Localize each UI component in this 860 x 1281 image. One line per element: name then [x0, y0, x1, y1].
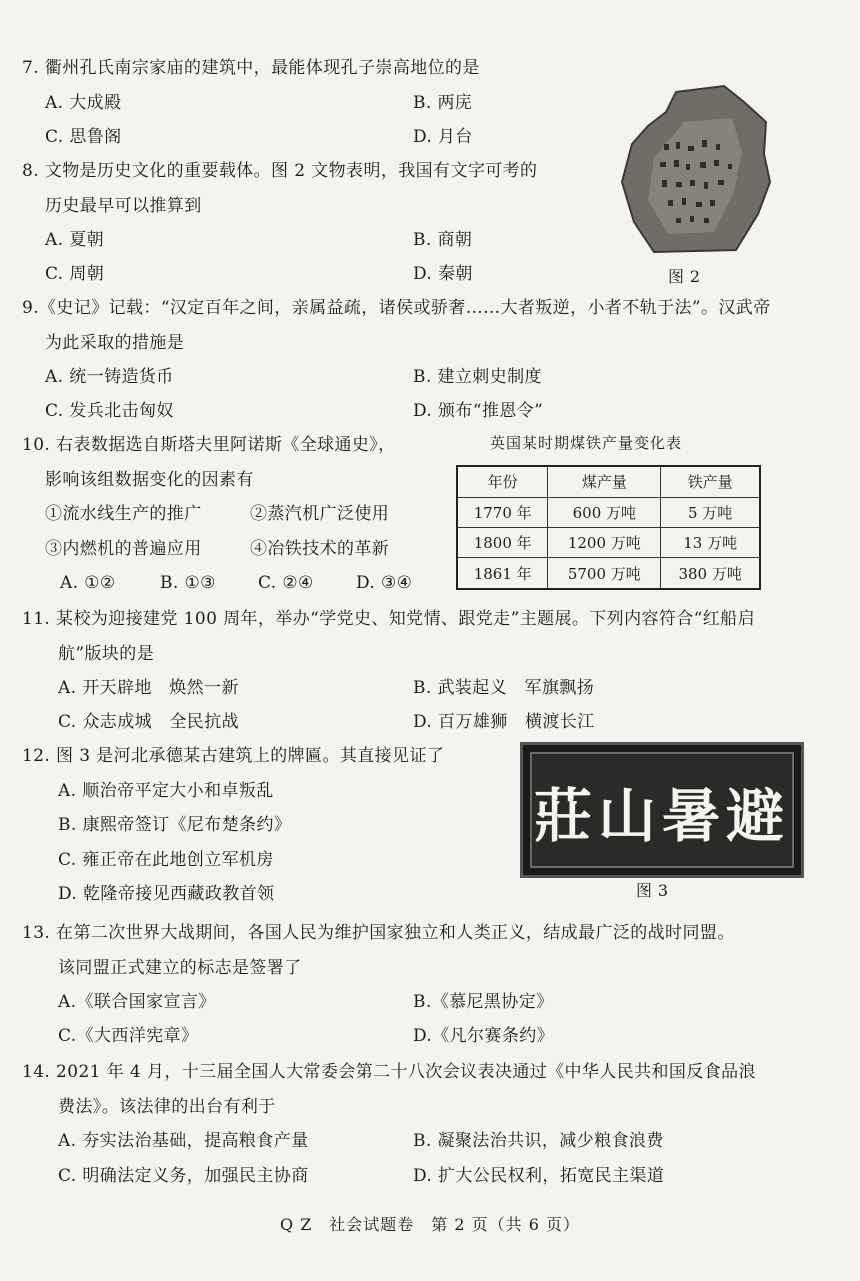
table-row [457, 497, 760, 527]
q13-stem-line1: 13. 在第二次世界大战期间，各国人民为维护国家独立和人类正义，结成最广泛的战时同盟。 [22, 923, 735, 943]
q10-stem-line1: 10. 右表数据选自斯塔夫里阿诺斯《全球通史》， [22, 435, 396, 455]
figure-2-caption: 图 2 [668, 267, 701, 286]
table-row [457, 558, 760, 589]
table-cell: 380 万吨 [661, 558, 760, 589]
q10-factor-2: ②蒸汽机广泛使用 [250, 504, 390, 524]
q10-factor-4: ④冶铁技术的革新 [250, 539, 390, 559]
q10-option-b: B. ①③ [160, 573, 216, 593]
q8-option-a: A. 夏朝 [45, 230, 105, 250]
table-cell: 1770 年 [457, 497, 548, 527]
q14-option-d: D. 扩大公民权利，拓宽民主渠道 [413, 1166, 665, 1186]
table-row [457, 527, 760, 557]
q13-option-b: B.《慕尼黑协定》 [413, 992, 554, 1012]
q9-option-c: C. 发兵北击匈奴 [45, 401, 174, 421]
q8-option-c: C. 周朝 [45, 264, 105, 284]
q11-option-a: A. 开天辟地 焕然一新 [58, 678, 239, 698]
q13-stem-line2: 该同盟正式建立的标志是签署了 [58, 958, 302, 978]
table-header-row [457, 466, 760, 497]
q7-option-a: A. 大成殿 [45, 93, 122, 113]
q11-stem-line2: 航”版块的是 [58, 644, 155, 664]
q12-option-b: B. 康熙帝签订《尼布楚条约》 [58, 815, 292, 835]
q8-option-d: D. 秦朝 [413, 264, 473, 284]
q9-stem-line1: 9.《史记》记载：“汉定百年之间，亲属益疏，诸侯或骄奢……大者叛逆，小者不轨于法”。汉武帝 [22, 298, 771, 318]
table-header: 煤产量 [548, 466, 661, 497]
q8-stem-line2: 历史最早可以推算到 [45, 196, 202, 216]
table-cell: 5700 万吨 [548, 558, 661, 589]
table-cell: 1200 万吨 [548, 527, 661, 557]
q14-stem-line1: 14. 2021 年 4 月，十三届全国人大常委会第二十八次会议表决通过《中华人民共和国反食品浪 [22, 1062, 756, 1082]
q13-option-c: C.《大西洋宪章》 [58, 1026, 199, 1046]
q14-option-a: A. 夯实法治基础，提高粮食产量 [58, 1131, 309, 1151]
q10-factor-1: ①流水线生产的推广 [45, 504, 202, 524]
q14-option-c: C. 明确法定义务，加强民主协商 [58, 1166, 309, 1186]
q8-stem-line1: 8. 文物是历史文化的重要载体。图 2 文物表明，我国有文字可考的 [22, 161, 538, 181]
q9-option-d: D. 颁布“推恩令” [413, 401, 544, 421]
table-cell: 1800 年 [457, 527, 548, 557]
q7-option-c: C. 思鲁阁 [45, 127, 122, 147]
page-footer: Q Z 社会试题卷 第 2 页（共 6 页） [279, 1215, 581, 1234]
figure-3-caption: 图 3 [636, 881, 669, 900]
q7-stem: 7. 衢州孔氏南宗家庙的建筑中，最能体现孔子崇高地位的是 [22, 58, 480, 78]
q7-option-b: B. 两庑 [413, 93, 473, 113]
plaque-figure [520, 742, 804, 878]
q11-option-b: B. 武装起义 军旗飘扬 [413, 678, 595, 698]
q13-option-d: D.《凡尔赛条约》 [413, 1026, 555, 1046]
q12-option-c: C. 雍正帝在此地创立军机房 [58, 850, 274, 870]
q14-stem-line2: 费法》。该法律的出台有利于 [58, 1097, 276, 1117]
q11-stem-line1: 11. 某校为迎接建党 100 周年，举办“学党史、知党情、跟党走”主题展。下列内容符合“红船启 [22, 609, 755, 629]
q9-stem-line2: 为此采取的措施是 [45, 333, 185, 353]
table-cell: 1861 年 [457, 558, 548, 589]
q10-option-a: A. ①② [60, 573, 116, 593]
q12-option-d: D. 乾隆帝接见西藏政教首领 [58, 884, 275, 904]
q10-factor-3: ③内燃机的普遍应用 [45, 539, 202, 559]
coal-iron-table-title: 英国某时期煤铁产量变化表 [490, 434, 683, 452]
q11-option-d: D. 百万雄狮 横渡长江 [413, 712, 595, 732]
table-cell: 5 万吨 [661, 497, 760, 527]
q9-option-a: A. 统一铸造货币 [45, 367, 174, 387]
q11-option-c: C. 众志成城 全民抗战 [58, 712, 240, 732]
q13-option-a: A.《联合国家宣言》 [58, 992, 216, 1012]
q10-stem-line2: 影响该组数据变化的因素有 [45, 470, 254, 490]
q7-option-d: D. 月台 [413, 127, 473, 147]
q10-option-c: C. ②④ [258, 573, 314, 593]
q12-option-a: A. 顺治帝平定大小和卓叛乱 [58, 781, 274, 801]
q8-option-b: B. 商朝 [413, 230, 473, 250]
q9-option-b: B. 建立刺史制度 [413, 367, 542, 387]
q12-stem: 12. 图 3 是河北承德某古建筑上的牌匾。其直接见证了 [22, 746, 445, 766]
table-header: 铁产量 [661, 466, 760, 497]
coal-iron-table [456, 465, 761, 590]
table-cell: 600 万吨 [548, 497, 661, 527]
table-cell: 13 万吨 [661, 527, 760, 557]
oracle-bone-figure [614, 82, 774, 262]
q10-option-d: D. ③④ [356, 573, 413, 593]
plaque-inscription: 莊山暑避 [533, 782, 790, 850]
q14-option-b: B. 凝聚法治共识，减少粮食浪费 [413, 1131, 664, 1151]
table-header: 年份 [457, 466, 548, 497]
